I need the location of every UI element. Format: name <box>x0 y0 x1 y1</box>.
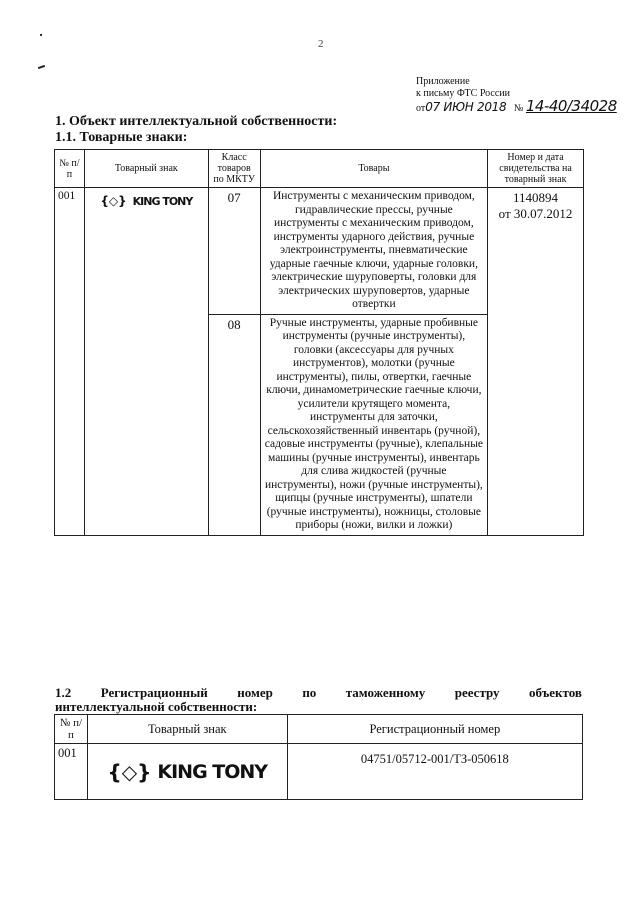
appendix-block <box>416 76 617 115</box>
section12-word: Регистрационный <box>100 685 208 700</box>
header-registration: Регистрационный номер <box>287 715 582 744</box>
logo-icon: {◇} <box>100 194 127 208</box>
king-tony-logo <box>88 194 205 208</box>
logo-icon: {◇} <box>107 759 152 784</box>
section1-title: 1. Объект интеллектуальной собственности: <box>55 114 338 129</box>
certificate-number: 1140894 <box>513 190 559 205</box>
section12-title <box>55 686 582 714</box>
goods-cell: Инструменты с механическим приводом, гидравлические прессы, ручные инструменты с механическим приводом, инструменты ударного действия, ручные электроинструменты, пневматические ударные гаечные ключи, ударные головки, электрические шуруповерты, головки для электрических шуруповертов, ударные отвертки <box>260 188 487 315</box>
king-tony-logo <box>91 760 284 784</box>
header-num: № п/п <box>55 715 88 744</box>
appendix-ot: от <box>416 103 426 114</box>
certificate-cell <box>488 188 584 536</box>
row-num: 001 <box>55 188 85 536</box>
logo-word: KING TONY <box>157 760 268 783</box>
section12-line2: интеллектуальной собственности: <box>55 699 258 714</box>
row-num: 001 <box>55 744 88 800</box>
table-row <box>55 744 583 800</box>
section12-word: объектов <box>529 685 582 700</box>
table-header-row <box>55 150 584 188</box>
section12-word: номер <box>237 685 273 700</box>
appendix-date: 07 ИЮН 2018 <box>425 100 507 114</box>
header-certificate: Номер и дата свидетельства на товарный знак <box>488 150 584 188</box>
trademark-cell <box>84 188 208 536</box>
scan-speck <box>40 34 42 36</box>
trademark-cell <box>87 744 287 800</box>
section12-word: по <box>302 685 317 700</box>
table-header-row <box>55 715 583 744</box>
section12-word: таможенному <box>345 685 426 700</box>
appendix-line3 <box>416 97 617 115</box>
trademarks-table <box>54 149 584 536</box>
header-class: Класс товаров по МКТУ <box>208 150 260 188</box>
appendix-line2: к письму ФТС России <box>416 88 510 99</box>
class-cell: 08 <box>208 314 260 535</box>
header-mark: Товарный знак <box>84 150 208 188</box>
logo-word: KING TONY <box>132 194 193 208</box>
appendix-line1: Приложение <box>416 76 470 87</box>
section11-title: 1.1. Товарные знаки: <box>55 130 188 145</box>
registration-table <box>54 714 583 800</box>
header-num: № п/п <box>55 150 85 188</box>
registration-number: 04751/05712-001/ТЗ-050618 <box>287 744 582 800</box>
certificate-date: от 30.07.2012 <box>498 206 573 221</box>
appendix-number: 14-40/34028 <box>525 97 617 115</box>
section12-word: реестру <box>454 685 500 700</box>
scan-speck <box>38 65 45 69</box>
appendix-no: № <box>513 103 524 114</box>
section12-word: 1.2 <box>55 685 72 700</box>
goods-cell: Ручные инструменты, ударные пробивные инструменты (ручные инструменты), головки (аксессуары для ручных инструментов), молотки (ручные инструменты), пилы, отвертки, гаечные ключи, динамометрические гаечные ключи, усилители крутящего момента, инструменты для заточки, сельскохозяйственный инвентарь (ручной), садовые инструменты (ручные), клепальные машины (ручные инструменты), инвентарь для слива жидкостей (ручные инструменты), ножи (ручные инструменты), щипцы (ручные инструменты), шпатели (ручные инструменты), ножницы, столовые приборы (ножи, вилки и ложки) <box>260 314 487 535</box>
header-goods: Товары <box>260 150 487 188</box>
header-mark: Товарный знак <box>87 715 287 744</box>
table-row <box>55 188 584 315</box>
page-number: 2 <box>318 38 324 50</box>
class-cell: 07 <box>208 188 260 315</box>
